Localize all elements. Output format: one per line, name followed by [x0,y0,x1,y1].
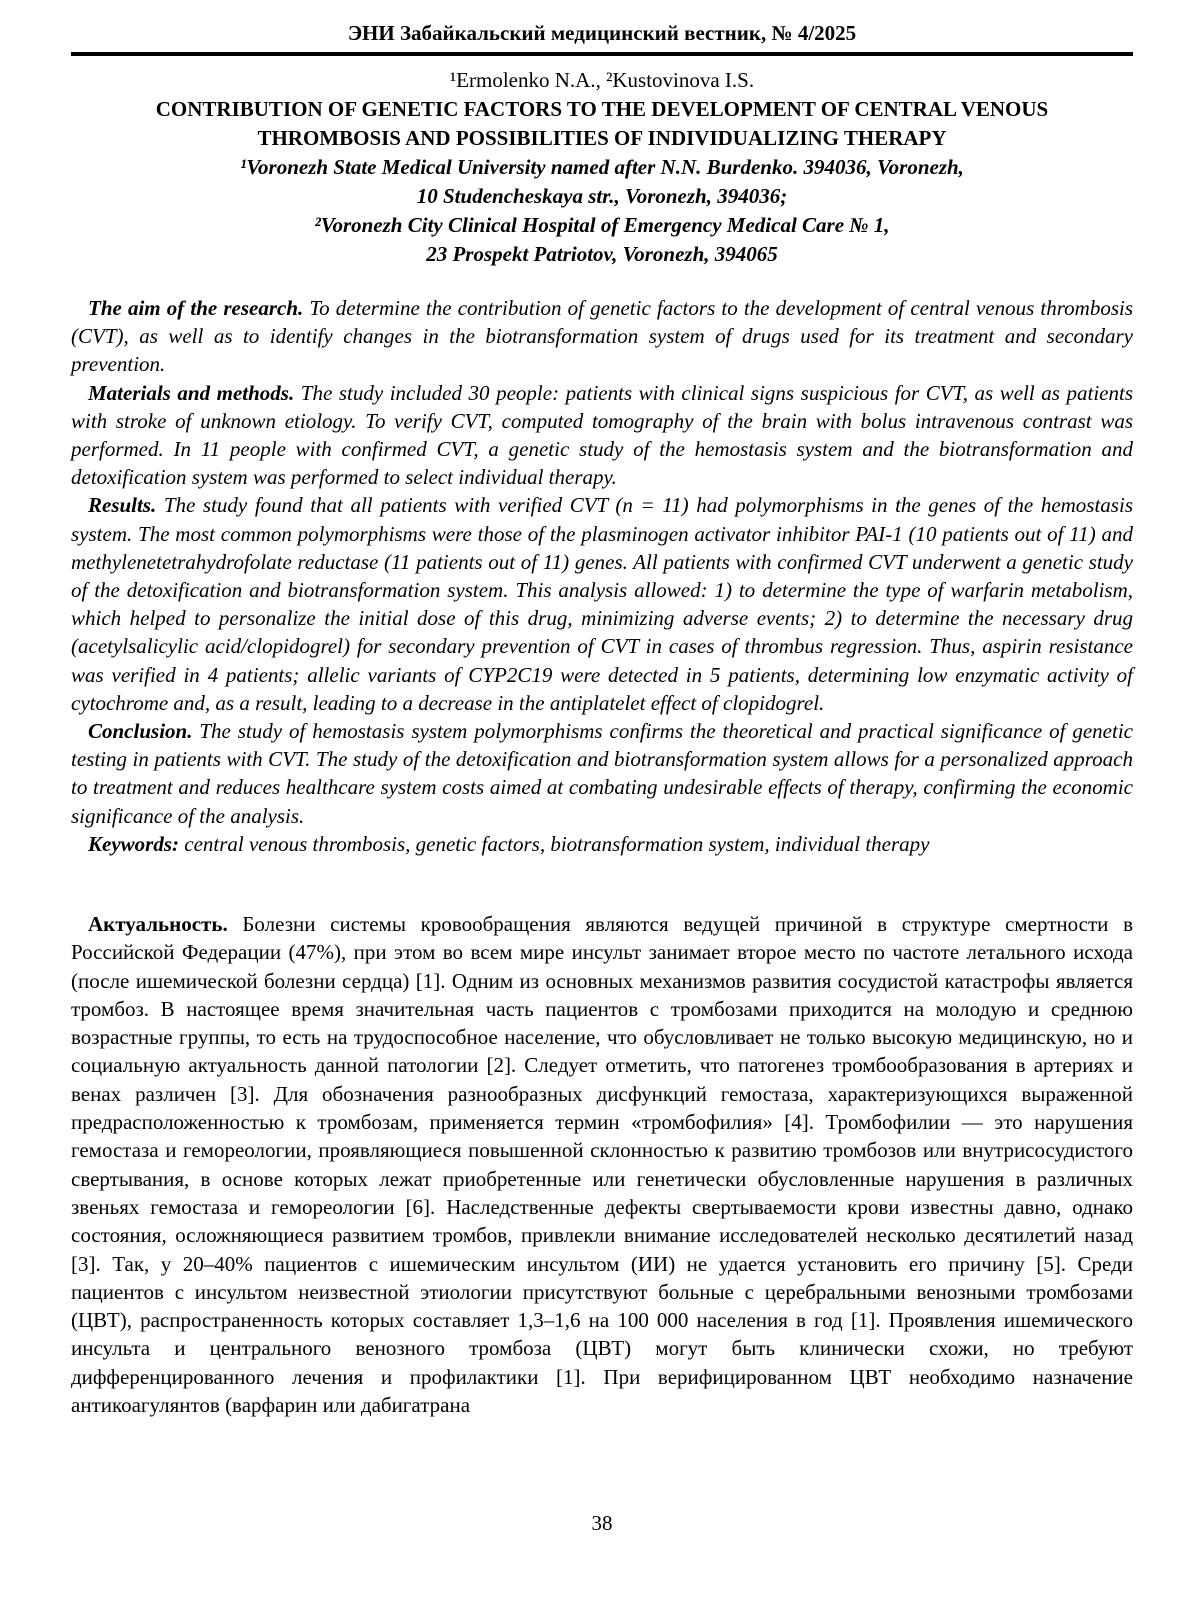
relevance-text: Болезни системы кровообращения являются ведущей причиной в структуре смертности в Российской Федерации (47%), при этом во всем мире инсульт занимает второе место по частоте летального исхода (после ишемической болезни сердца) [1]. Одним из основных механизмов развития сосудистой катастрофы является тромбоз. В настоящее время значительная часть пациентов с тромбозами приходится на молодую и среднюю возрастные группы, то есть на трудоспособное население, что обусловливает не только высокую медицинскую, но и социальную актуальность данной патологии [2]. Следует отметить, что патогенез тромбообразования в артериях и венах различен [3]. Для обозначения разнообразных дисфункций гемостаза, характеризующихся выраженной предрасположенностью к тромбозам, применяется термин «тромбофилия» [4]. Тромбофилии — это нарушения гемостаза и гемореологии, проявляющиеся повышенной склонностью к развитию тромбозов или внутрисосудистого свертывания, в основе которых лежат приобретенные или генетически обусловленные нарушения в различных звеньях гемостаза и гемореологии [6]. Наследственные дефекты свертываемости крови известны давно, однако состояния, осложняющиеся развитием тромбов, привлекли внимание исследователей несколько десятилетий назад [3]. Так, у 20–40% пациентов с ишемическим инсультом (ИИ) не удается установить его причину [5]. Среди пациентов с инсультом неизвестной этиологии присутствуют больные с церебральными венозными тромбозами (ЦВТ), распространенность которых составляет 1,3–1,6 на 100 000 населения в год [1]. Проявления ишемического инсульта и центрального венозного тромбоза (ЦВТ) могут быть клинически схожи, но требуют дифференцированного лечения и профилактики [1]. При верифицированном ЦВТ необходимо назначение антикоагулянтов (варфарин или дабигатрана [71,912,1133,1418]
abstract-results-label: Results. [88,493,157,518]
relevance-label: Актуальность. [88,912,228,936]
affiliations [71,153,1133,269]
relevance-paragraph [71,910,1133,1419]
affiliation-line: 23 Prospekt Patriotov, Voronezh, 394065 [426,242,778,266]
abstract-methods-label: Materials and methods. [88,380,295,405]
affiliation-line: 10 Studencheskaya str., Voronezh, 394036; [416,184,788,208]
abstract-results [71,491,1133,717]
abstract-results-text: The study found that all patients with verified CVT (n = 11) had polymorphisms in the genes of the hemostasis system. The most common polymorphisms were those of the plasminogen activator inhibitor PAI-1 (10 patients out of 11) and methylenetetrahydrofolate reductase (11 patients out of 11) genes. All patients with confirmed CVT underwent a genetic study of the detoxification and biotransformation system. This analysis allowed: 1) to determine the type of warfarin metabolism, which helped to personalize the initial dose of this drug, minimizing adverse events; 2) to determine the necessary drug (acetylsalicylic acid/clopidogrel) for secondary prevention of CVT in cases of thrombus regression. Thus, aspirin resistance was verified in 4 patients; allelic variants of CYP2C19 were detected in 5 patients, determining low enzymatic activity of cytochrome and, as a result, leading to a decrease in the antiplatelet effect of clopidogrel. [71,493,1133,715]
article-title-line: THROMBOSIS AND POSSIBILITIES OF INDIVIDUALIZING THERAPY [257,126,947,150]
affiliation-line: ²Voronezh City Clinical Hospital of Emergency Medical Care № 1, [314,213,890,237]
abstract-keywords [71,830,1133,858]
abstract-conclusion-label: Conclusion. [88,719,193,744]
abstract-methods [71,379,1133,492]
header-divider [71,52,1133,56]
article-body [71,910,1133,1419]
journal-header: ЭНИ Забайкальский медицинский вестник, № 4/2025 [347,21,857,45]
page-number: 38 [591,1511,613,1535]
abstract-aim-label: The aim of the research. [88,296,304,320]
article-title [71,95,1133,153]
abstract-conclusion [71,717,1133,830]
abstract-conclusion-text: The study of hemostasis system polymorphisms confirms the theoretical and practical significance of genetic testing in patients with CVT. The study of the detoxification and biotransformation system allows for a personalized approach to treatment and reduces healthcare system costs aimed at combating undesirable effects of therapy, confirming the economic significance of the analysis. [71,719,1133,828]
authors: ¹Ermolenko N.A., ²Kustovinova I.S. [449,68,755,92]
english-abstract [71,294,1133,858]
abstract-keywords-label: Keywords: [88,831,179,856]
abstract-methods-text: The study included 30 people: patients with clinical signs suspicious for CVT, as well as patients with stroke of unknown etiology. To verify CVT, computed tomography of the brain with bolus intravenous contrast was performed. In 11 people with confirmed CVT, a genetic study of the hemostasis system and the biotransformation and detoxification system was performed to select individual therapy. [71,380,1133,490]
abstract-aim-text: To determine the contribution of genetic factors to the development of central venous thrombosis (CVT), as well as to identify changes in the biotransformation system of drugs used for its treatment and secondary prevention. [71,296,1133,377]
abstract-keywords-text: central venous thrombosis, genetic factors, biotransformation system, individual therapy [179,831,930,856]
abstract-aim [71,294,1133,379]
article-title-line: CONTRIBUTION OF GENETIC FACTORS TO THE DEVELOPMENT OF CENTRAL VENOUS [155,97,1049,121]
article-title-block [71,66,1133,269]
affiliation-line: ¹Voronezh State Medical University named after N.N. Burdenko. 394036, Voronezh, [240,155,964,179]
